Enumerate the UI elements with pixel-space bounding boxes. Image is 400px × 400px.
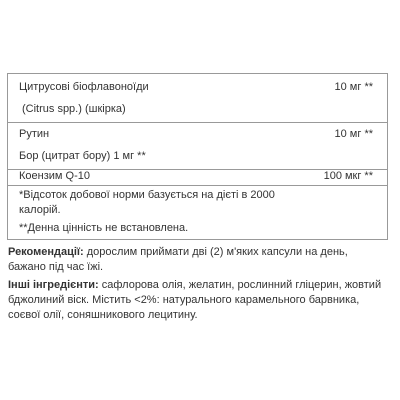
nutrient-amount: 100 мкг ** bbox=[323, 170, 373, 182]
nutrient-row bbox=[8, 124, 387, 144]
row-divider bbox=[8, 122, 387, 123]
other-ingredients-label: Інші інгредієнти: bbox=[8, 279, 99, 291]
other-ingredients-paragraph bbox=[8, 278, 383, 323]
daily-value-footnote: *Відсоток добової норми базується на дієті в 2000 калорій. bbox=[19, 189, 275, 216]
nutrient-row bbox=[8, 77, 387, 97]
supplement-facts-panel bbox=[7, 73, 388, 240]
recommendations-text: дорослим приймати дві (2) м'яких капсули на день, бажано під час їжі. bbox=[8, 246, 348, 273]
other-ingredients-text: сафлорова олія, желатин, рослинний гліцерин, жовтий бджолиний віск. Містить <2%: натурального карамельного барвника, соєвої олії, соняшникового лецитину. bbox=[8, 279, 382, 321]
nutrient-name: Коензим Q-10 bbox=[19, 170, 90, 182]
row-divider bbox=[8, 185, 387, 186]
nutrient-name: Бор (цитрат бору) 1 мг ** bbox=[19, 150, 146, 162]
nutrient-row bbox=[8, 146, 387, 166]
nutrient-row bbox=[8, 99, 387, 119]
nutrient-name: Цитрусові біофлавоноїди bbox=[19, 81, 149, 93]
nutrient-amount: 10 мг ** bbox=[334, 81, 373, 93]
recommendations-label: Рекомендації: bbox=[8, 246, 84, 258]
nutrient-name: Рутин bbox=[19, 128, 50, 140]
nutrient-source: (Citrus spp.) (шкірка) bbox=[22, 103, 126, 115]
not-established-footnote: **Денна цінність не встановлена. bbox=[19, 222, 189, 234]
nutrient-amount: 10 мг ** bbox=[334, 128, 373, 140]
nutrient-row bbox=[8, 166, 387, 186]
recommendations-paragraph bbox=[8, 245, 383, 275]
